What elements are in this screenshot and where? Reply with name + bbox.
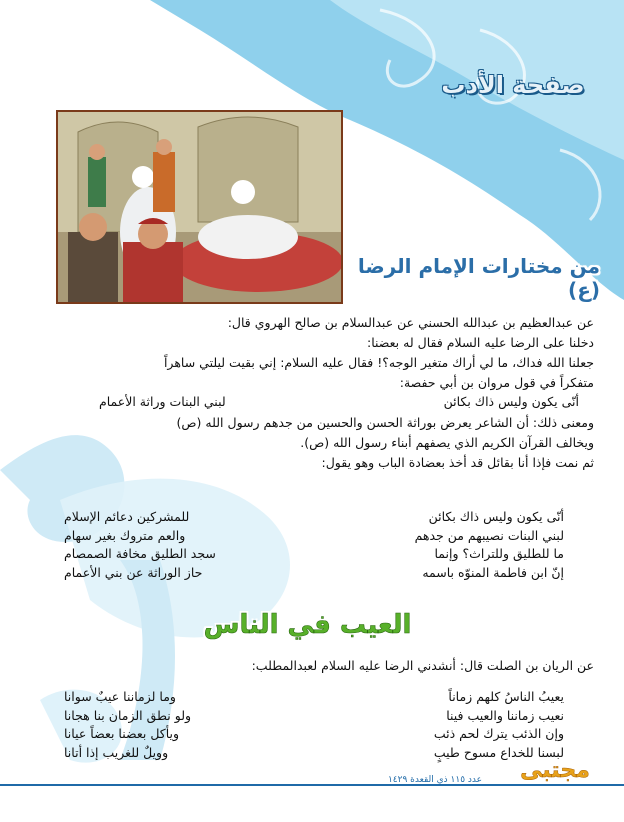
verse-hemistich: أنّى يكون وليس ذاك بكائن <box>428 509 564 524</box>
section-title: صفحة الأدب <box>441 71 585 99</box>
verse-hemistich: لبسنا للخداع مسوح طيبٍ <box>433 744 564 760</box>
poem-block <box>64 688 564 762</box>
verse-hemistich: سجد الطليق مخافة الصمصام <box>64 546 216 561</box>
verse-hemistich: يعيبُ الناسُ كلهم زماناً <box>448 689 564 704</box>
verse-hemistich: نعيب زماننا والعيب فينا <box>446 707 564 723</box>
verse-hemistich: لبني البنات نصيبهم من جدهم <box>414 527 564 543</box>
verse-hemistich: وما لزماننا عيبٌ سوانا <box>64 689 176 704</box>
paragraph: ويخالف القرآن الكريم الذي يصفهم أبناء رسول الله (ص). <box>300 435 594 450</box>
verse-hemistich: وإن الذئب يترك لحم ذئب <box>433 726 564 741</box>
verse-hemistich: حاز الوراثة عن بني الأعمام <box>64 564 203 580</box>
issue-info: عدد ١١٥ ذي القعدة ١٤٢٩ <box>387 775 483 785</box>
poem-block <box>64 508 564 582</box>
paragraph: عن عبدالعظيم بن عبدالله الحسني عن عبدالسلام بن صالح الهروي قال: <box>227 315 594 330</box>
verse-hemistich: لبني البنات وراثة الأعمام <box>99 394 226 409</box>
verse-hemistich: إنّ ابن فاطمة المنوّه باسمه <box>422 564 564 580</box>
verse-hemistich: ما للطليق وللتراث؟ وإنما <box>434 546 564 561</box>
single-verse <box>69 393 579 412</box>
magazine-logo: مجتبى <box>520 758 590 783</box>
verse-hemistich: والعم متروك بغير سهام <box>64 527 186 543</box>
verse-hemistich: ويأكل بعضنا بعضاً عيانا <box>64 726 180 741</box>
verse-hemistich: للمشركين دعائم الإسلام <box>64 509 190 524</box>
paragraph: عن الريان بن الصلت قال: أنشدني الرضا عليه السلام لعبدالمطلب: <box>251 658 594 673</box>
paragraph: ثم نمت فإذا أنا بقائل قد أخذ بعضادة الباب وهو يقول: <box>321 455 594 470</box>
article-title: من مختارات الإمام الرضا (ع) <box>357 254 600 302</box>
paragraph: دخلنا على الرضا عليه السلام فقال له بعضنا: <box>367 335 594 350</box>
article2-title: العيب في الناس <box>203 610 412 640</box>
verse-hemistich: وويلٌ للغريب إذا أتانا <box>64 744 169 760</box>
verse-hemistich: أنّى يكون وليس ذاك بكائن <box>443 394 579 409</box>
illustration-scene <box>56 110 343 304</box>
paragraph: جعلنا الله فداك، ما لي أراك متغير الوجه؟! فقال عليه السلام: إني بقيت ليلتي ساهراً <box>163 355 594 370</box>
verse-hemistich: ولو نطق الزمان بنا هجانا <box>64 707 192 723</box>
paragraph: متفكراً في قول مروان بن أبي حفصة: <box>399 375 594 390</box>
paragraph: ومعنى ذلك: أن الشاعر يعرض بوراثة الحسن والحسين من جدهم رسول الله (ص) <box>176 415 594 430</box>
